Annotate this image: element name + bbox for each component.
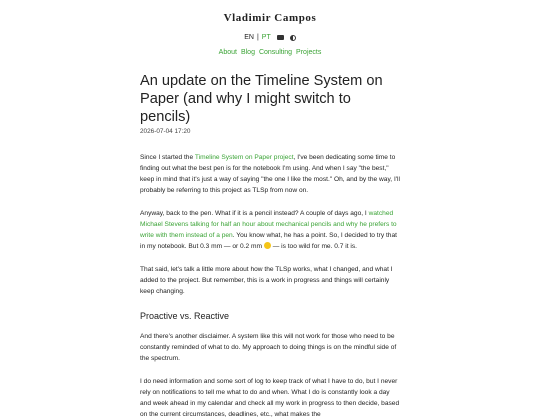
paragraph-4: And there's another disclaimer. A system like this will not work for those who need to be constantly reminded of what to do. My approach to doing things is on the mindful side of the spectrum. [140,333,397,362]
paragraph-1 [140,152,402,196]
post-date: 2026-07-04 17:20 [140,128,191,135]
main-nav [0,49,540,56]
p2-text-before: Anyway, back to the pen. What if it is a pencil instead? A couple of days ago, I [140,210,369,217]
section-heading: Proactive vs. Reactive [140,311,230,321]
p2-text-after-b: — is too wild for me. 0.7 it is. [270,243,357,250]
camera-icon[interactable] [277,35,284,40]
paragraph-2 [140,208,402,252]
site-header [0,0,540,56]
nav-about[interactable]: About [218,49,237,56]
lang-pt[interactable]: PT [261,34,271,41]
lang-separator: | [256,34,259,41]
nav-consulting[interactable]: Consulting [258,49,293,56]
post-title: An update on the Timeline System on Paper (and why I might switch to pencils) [140,73,383,125]
surprised-face-icon [264,242,271,249]
timeline-project-link[interactable]: Timeline System on Paper project [194,154,294,161]
p1-text-before: Since I started the [140,154,195,161]
post-content [140,72,402,420]
michael-stevens-link[interactable]: watched Michael Stevens talking for half an hour about mechanical pencils and why he prefers to write with them instead of a pen [140,210,397,239]
paragraph-3: That said, let's talk a little more about how the TLSp works, what I changed, and what I added to the project. But remember, this is a work in progress and things will certainly keep changing. [140,266,393,295]
lang-en[interactable]: EN [244,34,254,41]
p2-text-after-a: . You know what, he has a point. So, I decided to try that in my notebook. But 0.3 mm — or 0.2 mm [140,232,397,250]
nav-projects[interactable]: Projects [296,49,322,56]
nav-blog[interactable]: Blog [240,49,255,56]
paragraph-5: I do need information and some sort of log to keep track of what I have to do, but I never rely on notifications to tell me what to do and when. What I do is constantly look a day and week ahead in my calendar and check all my work in progress to then decide, based on the current circumstances, deadlines, etc., what makes the [140,378,400,418]
site-title[interactable]: Vladimir Campos [223,12,317,24]
language-switcher [0,34,540,41]
p1-text-after: , I've been dedicating some time to finding out what the best pen is for the notebook I'm using. And when I say "the best," keep in mind that it's just a way of saying "the one I like the most." Oh, and by the way, I'll probably be referring to this project as TLSp from now on. [140,154,400,194]
half-circle-icon[interactable] [290,35,296,41]
